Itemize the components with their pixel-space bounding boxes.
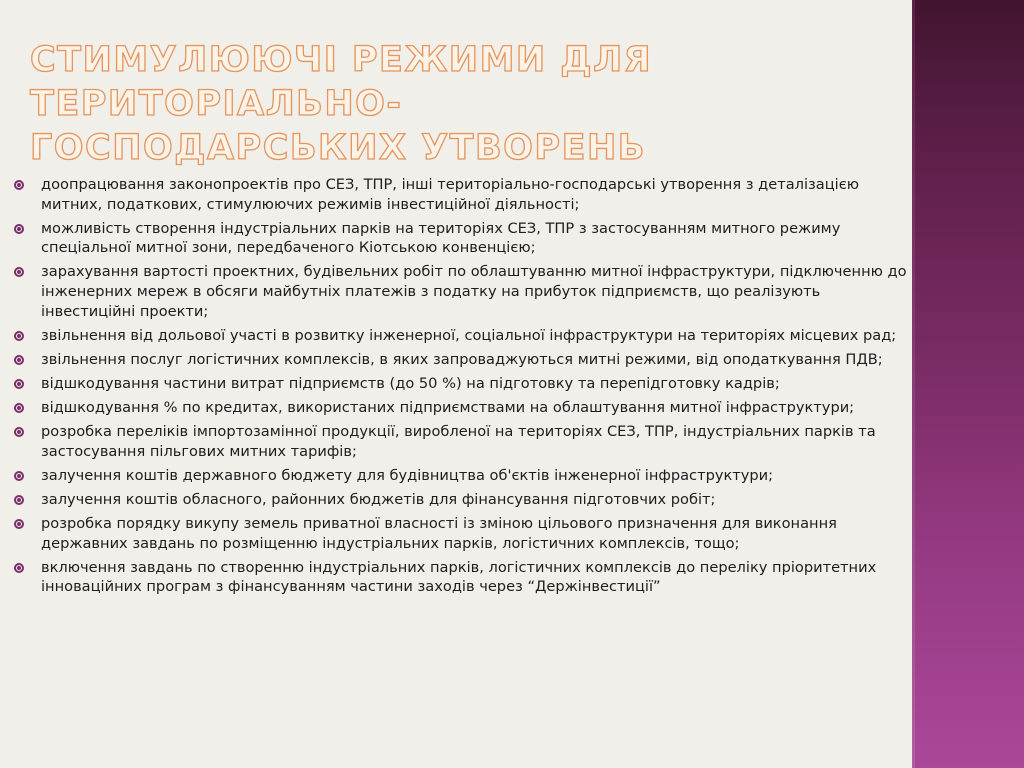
bullet-item xyxy=(14,262,907,321)
bullet-text: зарахування вартості проектних, будівельних робіт по облаштуванню митної інфраструктури, підключенню до інженерних мереж в обсяги майбутніх платежів з податку на прибуток підприємств, що реалізують інвестиційні проекти; xyxy=(41,263,907,320)
side-band-edge xyxy=(912,0,915,768)
bullet-text: можливість створення індустріальних парків на територіях СЕЗ, ТПР з застосуванням митного режиму спеціальної митної зони, передбаченого Кіотською конвенцією; xyxy=(41,219,841,257)
bullet-icon xyxy=(14,224,24,234)
title-line-1: СТИМУЛЮЮЧІ РЕЖИМИ ДЛЯ ТЕРИТОРІАЛЬНО- xyxy=(30,40,653,124)
bullet-icon xyxy=(14,519,24,529)
bullet-icon xyxy=(14,267,24,277)
bullet-item xyxy=(14,514,907,553)
title-line-2: ГОСПОДАРСЬКИХ УТВОРЕНЬ xyxy=(30,128,646,168)
bullet-icon xyxy=(14,563,24,573)
slide-title xyxy=(30,38,900,170)
bullet-text: доопрацювання законопроектів про СЕЗ, ТПР, інші територіально-господарські утворення з деталізацією митних, податкових, стимулюючих режимів інвестиційної діяльності; xyxy=(41,176,860,213)
bullet-item xyxy=(14,326,907,346)
bullet-text: включення завдань по створенню індустріальних парків, логістичних комплексів до переліку пріоритетних інноваційних програм з фінансуванням частини заходів через “Держінвестиції” xyxy=(41,558,877,596)
bullet-item xyxy=(14,350,907,370)
bullet-item xyxy=(14,422,907,461)
bullet-text: звільнення послуг логістичних комплексів, в яких запроваджуються митні режими, від оподаткування ПДВ; xyxy=(41,350,883,368)
bullet-item xyxy=(14,558,907,597)
bullet-icon xyxy=(14,495,24,505)
bullet-item xyxy=(14,374,907,394)
bullet-icon xyxy=(14,180,24,190)
bullet-text: відшкодування % по кредитах, використаних підприємствами на облаштування митної інфраструктури; xyxy=(41,398,855,416)
bullet-text: розробка порядку викупу земель приватної власності із зміною цільового призначення для виконання державних завдань по розміщенню індустріальних парків, логістичних комплексів, тощо; xyxy=(41,514,837,552)
bullet-item xyxy=(14,398,907,418)
bullet-item xyxy=(14,490,907,510)
decorative-side-band xyxy=(912,0,1024,768)
bullet-icon xyxy=(14,471,24,481)
bullet-text: відшкодування частини витрат підприємств (до 50 %) на підготовку та перепідготовку кадрів; xyxy=(41,374,780,392)
bullet-icon xyxy=(14,331,24,341)
bullet-icon xyxy=(14,403,24,413)
bullet-text: розробка переліків імпортозамінної продукції, виробленої на територіях СЕЗ, ТПР, індустріальних парків та застосування пільгових митних тарифів; xyxy=(41,423,876,460)
bullet-text: залучення коштів обласного, районних бюджетів для фінансування підготовчих робіт; xyxy=(41,490,716,508)
bullet-item xyxy=(14,175,907,214)
bullet-icon xyxy=(14,355,24,365)
bullet-item xyxy=(14,219,907,258)
bullet-text: звільнення від дольової участі в розвитку інженерної, соціальної інфраструктури на територіях місцевих рад; xyxy=(41,326,897,344)
bullet-list xyxy=(14,175,907,601)
bullet-icon xyxy=(14,379,24,389)
bullet-text: залучення коштів державного бюджету для будівництва об'єктів інженерної інфраструктури; xyxy=(41,466,774,484)
bullet-item xyxy=(14,466,907,486)
bullet-icon xyxy=(14,427,24,437)
